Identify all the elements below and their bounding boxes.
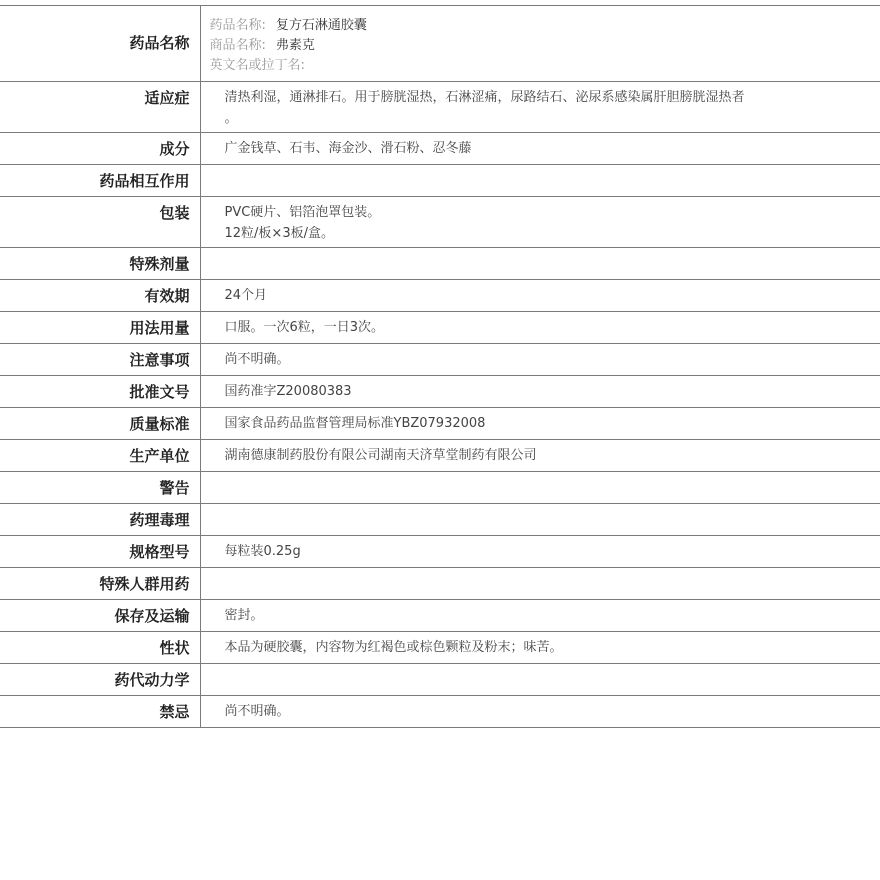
row-value [200, 248, 880, 280]
row-value-line: 12粒/板×3板/盒。 [224, 226, 334, 241]
row-value-line: PVC硬片、铝箔泡罩包装。 [224, 205, 381, 220]
table-row [0, 536, 880, 568]
table-row [0, 133, 880, 165]
row-value-line: 密封。 [224, 608, 264, 623]
row-value [200, 165, 880, 197]
row-label: 药品名称 [0, 6, 200, 82]
row-label: 保存及运输 [0, 600, 200, 632]
generic-name-key: 药品名称: [209, 18, 266, 33]
row-value [200, 280, 880, 312]
row-label: 特殊剂量 [0, 248, 200, 280]
row-value-line: 国药准字Z20080383 [224, 384, 352, 399]
row-label: 性状 [0, 632, 200, 664]
table-row [0, 312, 880, 344]
row-label: 规格型号 [0, 536, 200, 568]
trade-name-line [210, 36, 871, 56]
row-value-line: 本品为硬胶囊，内容物为红褐色或棕色颗粒及粉末；味苦。 [224, 640, 563, 655]
row-label: 注意事项 [0, 344, 200, 376]
row-value [200, 696, 880, 728]
table-row [0, 197, 880, 248]
table-row [0, 440, 880, 472]
generic-name-line [210, 16, 871, 36]
row-label: 特殊人群用药 [0, 568, 200, 600]
table-row [0, 344, 880, 376]
row-label: 生产单位 [0, 440, 200, 472]
row-value-line: 广金钱草、石韦、海金沙、滑石粉、忍冬藤 [224, 141, 472, 156]
table-row [0, 600, 880, 632]
row-label: 用法用量 [0, 312, 200, 344]
trade-name-key: 商品名称: [209, 38, 266, 53]
row-label: 药理毒理 [0, 504, 200, 536]
row-label: 批准文号 [0, 376, 200, 408]
table-row [0, 504, 880, 536]
row-value [200, 472, 880, 504]
row-value [200, 600, 880, 632]
row-label: 包装 [0, 197, 200, 248]
row-label: 禁忌 [0, 696, 200, 728]
trade-name-value: 弗素克 [275, 38, 315, 53]
table-row [0, 408, 880, 440]
names-value [200, 6, 880, 82]
row-value-line: 清热利湿，通淋排石。用于膀胱湿热，石淋涩痛，尿路结石、泌尿系感染属肝胆膀胱湿热者 [224, 90, 745, 105]
table-row [0, 376, 880, 408]
row-value [200, 504, 880, 536]
row-label: 质量标准 [0, 408, 200, 440]
row-value [200, 664, 880, 696]
row-value-line: 24个月 [224, 288, 268, 303]
row-value-line: 口服。一次6粒，一日3次。 [224, 320, 385, 335]
generic-name-value: 复方石淋通胶囊 [275, 18, 367, 33]
row-value [200, 197, 880, 248]
table-row [0, 568, 880, 600]
drug-info-table-body [0, 6, 880, 728]
latin-name-line [210, 56, 871, 76]
table-row-names [0, 6, 880, 82]
row-value [200, 440, 880, 472]
drug-info-table [0, 5, 880, 728]
row-value [200, 312, 880, 344]
row-value-line: 。 [224, 111, 238, 126]
row-value [200, 536, 880, 568]
row-value-line: 尚不明确。 [224, 704, 290, 719]
table-row [0, 280, 880, 312]
row-label: 警告 [0, 472, 200, 504]
row-label: 成分 [0, 133, 200, 165]
row-value [200, 408, 880, 440]
row-value-line: 国家食品药品监督管理局标准YBZ07932008 [224, 416, 486, 431]
row-value-line: 尚不明确。 [224, 352, 290, 367]
table-row [0, 82, 880, 133]
table-row [0, 165, 880, 197]
table-row [0, 248, 880, 280]
table-row [0, 632, 880, 664]
row-value [200, 133, 880, 165]
row-label: 药品相互作用 [0, 165, 200, 197]
table-row [0, 472, 880, 504]
latin-name-key: 英文名或拉丁名: [209, 58, 305, 73]
row-value [200, 568, 880, 600]
row-label: 适应症 [0, 82, 200, 133]
row-value-line: 湖南德康制药股份有限公司湖南天济草堂制药有限公司 [224, 448, 537, 463]
row-value [200, 376, 880, 408]
row-value [200, 632, 880, 664]
row-value [200, 82, 880, 133]
row-label: 药代动力学 [0, 664, 200, 696]
row-value-line: 每粒装0.25g [224, 544, 301, 559]
row-label: 有效期 [0, 280, 200, 312]
table-row [0, 696, 880, 728]
table-row [0, 664, 880, 696]
row-value [200, 344, 880, 376]
